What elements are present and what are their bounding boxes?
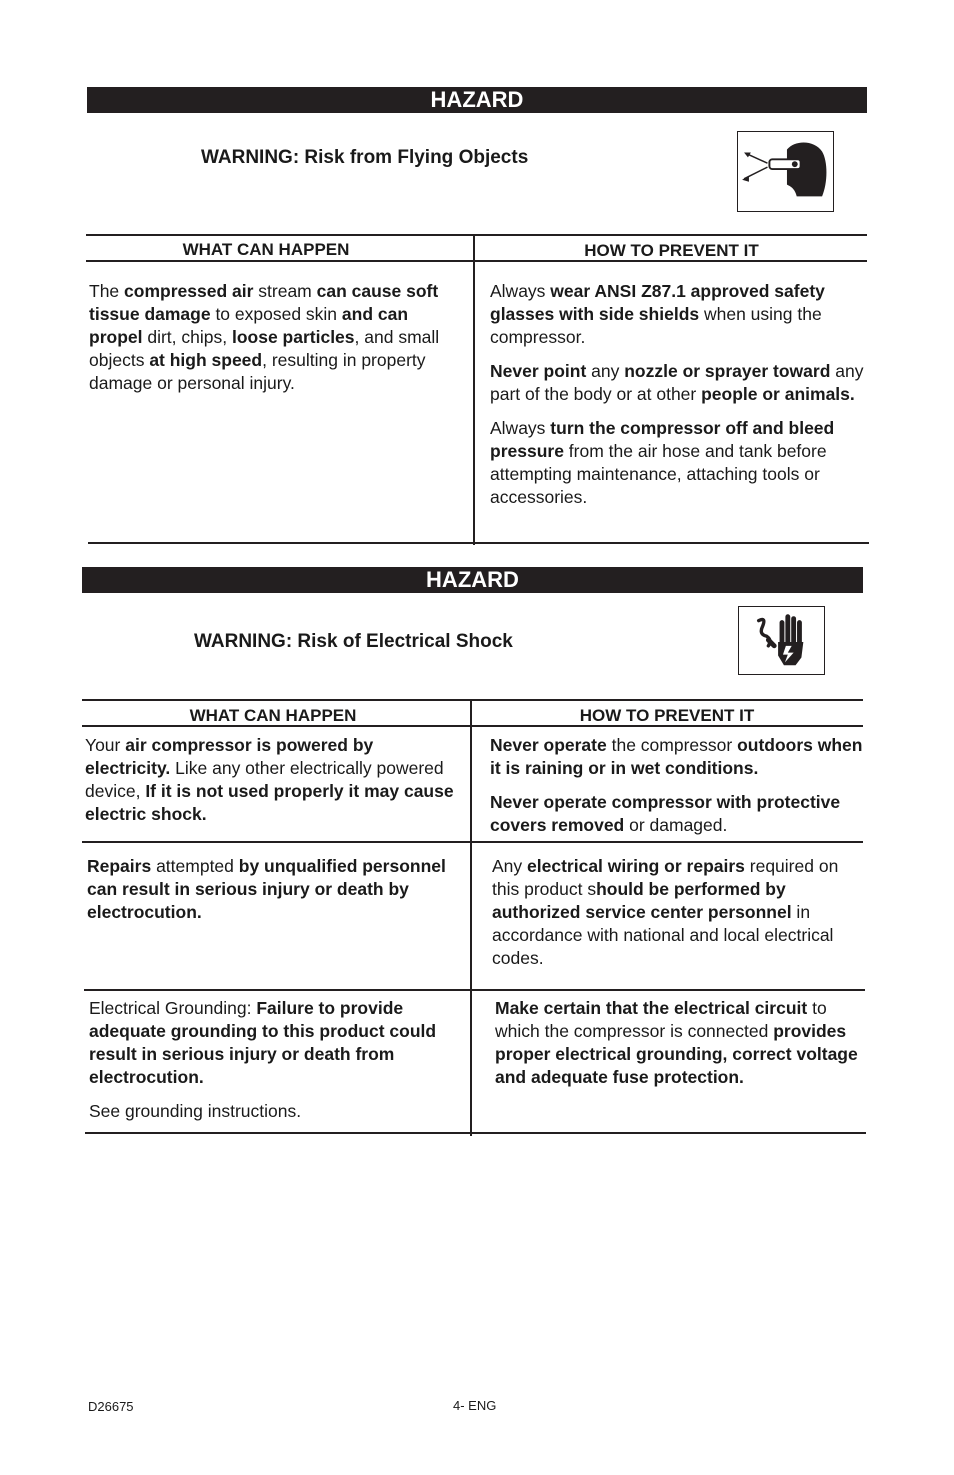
- page-number: 4- ENG: [453, 1398, 497, 1413]
- how-to-prevent-text: [492, 855, 860, 970]
- warning-title: WARNING: Risk of Electrical Shock: [194, 631, 513, 652]
- safety-glasses-icon: [737, 131, 834, 212]
- how-to-prevent-text: [495, 997, 863, 1089]
- table-bottom-rule: [85, 1132, 866, 1134]
- hazard-banner: HAZARD: [82, 567, 863, 593]
- paragraph: Always turn the compressor off and bleed pressure from the air hose and tank before attempting maintenance, attaching tools or accessories.: [490, 418, 835, 507]
- paragraph: Your air compressor is powered by electricity. Like any other electrically powered device, If it is not used properly it may cause electric shock.: [85, 735, 454, 824]
- column-header-what: WHAT CAN HAPPEN: [189, 706, 357, 725]
- column-divider: [470, 699, 472, 1136]
- paragraph: Repairs attempted by unqualified personnel can result in serious injury or death by electrocution.: [87, 856, 446, 922]
- paragraph: Any electrical wiring or repairs required on this product should be performed by authorized service center personnel in accordance with national and local electrical codes.: [492, 856, 839, 968]
- paragraph: See grounding instructions.: [89, 1101, 302, 1121]
- paragraph: Never point any nozzle or sprayer toward any part of the body or at other people or animals.: [490, 361, 864, 404]
- what-can-happen-text: [87, 855, 462, 924]
- paragraph: Never operate the compressor outdoors when it is raining or in wet conditions.: [490, 735, 863, 778]
- paragraph: Always wear ANSI Z87.1 approved safety glasses with side shields when using the compressor.: [490, 281, 825, 347]
- how-to-prevent-text: [490, 734, 865, 837]
- column-header-what: WHAT CAN HAPPEN: [182, 240, 350, 259]
- hazard-banner: HAZARD: [87, 87, 867, 113]
- what-can-happen-text: [85, 734, 460, 826]
- table-top-rule: [82, 699, 863, 701]
- row-rule: [82, 841, 863, 843]
- what-can-happen-text: [89, 997, 459, 1123]
- warning-title: WARNING: Risk from Flying Objects: [201, 147, 529, 168]
- how-to-prevent-text: [490, 280, 870, 509]
- paragraph: Never operate compressor with protective covers removed or damaged.: [490, 792, 841, 835]
- electric-shock-hand-icon: [738, 606, 825, 675]
- column-header-how: HOW TO PREVENT IT: [579, 706, 755, 725]
- header-rule: [86, 260, 867, 262]
- paragraph: Make certain that the electrical circuit to which the compressor is connected provides proper electrical grounding, correct voltage and adequate fuse protection.: [495, 998, 858, 1087]
- paragraph: The compressed air stream can cause soft tissue damage to exposed skin and can propel dirt, chips, loose particles, and small objects at high speed, resulting in property damage or personal injury.: [89, 281, 440, 393]
- row-rule: [84, 989, 865, 991]
- header-rule: [82, 725, 863, 727]
- column-header-how: HOW TO PREVENT IT: [584, 241, 759, 260]
- paragraph: Electrical Grounding: Failure to provide adequate grounding to this product could result in serious injury or death from electrocution.: [89, 998, 437, 1087]
- document-number: D26675: [88, 1399, 134, 1414]
- table-bottom-rule: [88, 542, 869, 544]
- what-can-happen-text: [89, 280, 459, 395]
- table-top-rule: [86, 234, 867, 236]
- column-divider: [473, 234, 475, 545]
